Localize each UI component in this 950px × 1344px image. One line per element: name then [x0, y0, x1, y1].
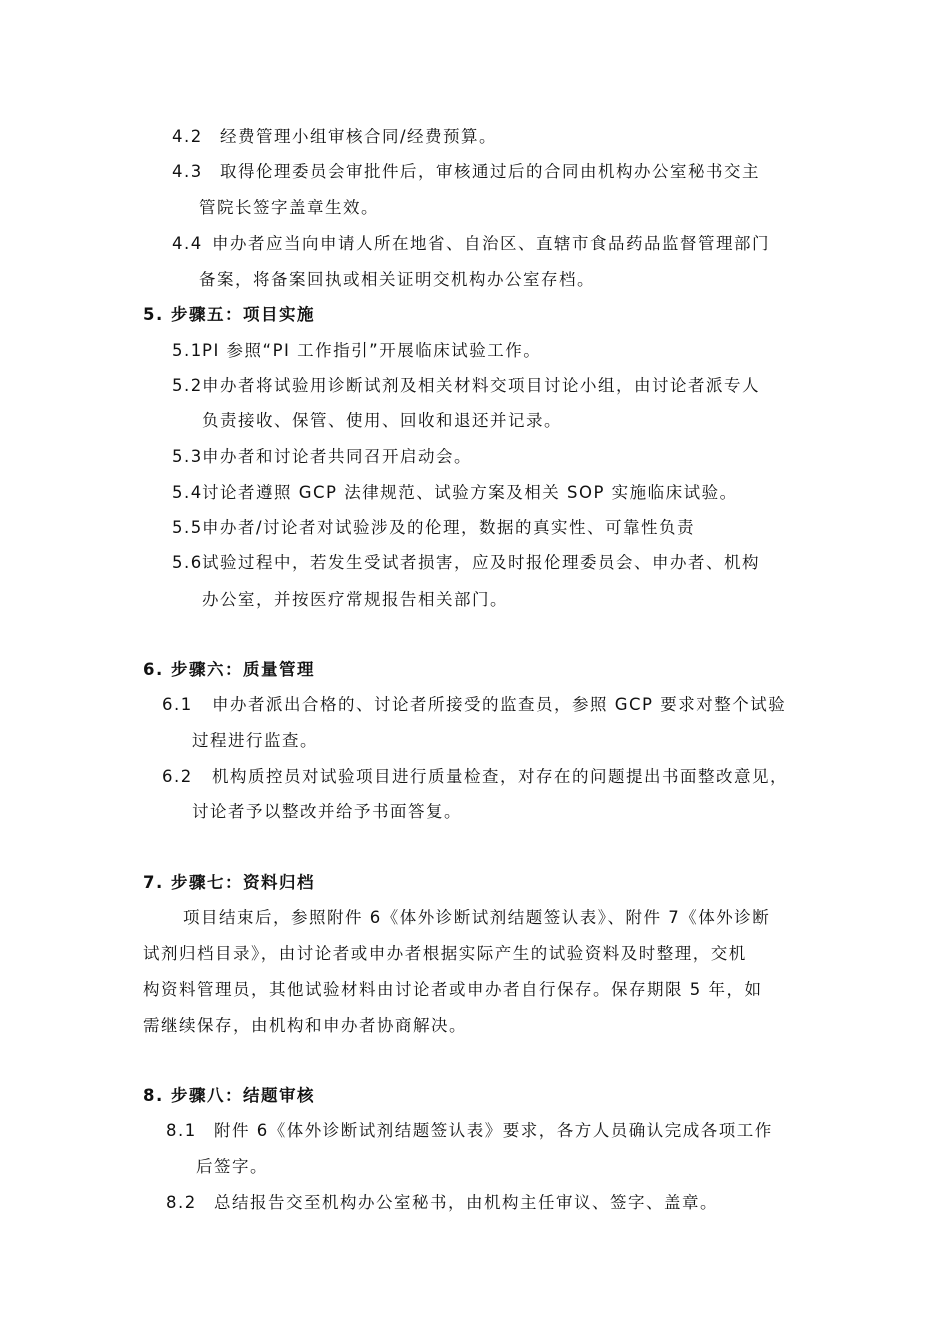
item-text: 取得伦理委员会审批件后，审核通过后的合同由机构办公室秘书交主: [220, 162, 760, 181]
paragraph-line: 项目结束后，参照附件 6《体外诊断试剂结题签认表》、附件 7《体外诊断: [183, 908, 771, 927]
item-5-2-continuation: 负责接收、保管、使用、回收和退还并记录。: [202, 411, 562, 430]
item-5-6: [172, 553, 760, 573]
item-number: 4.3: [172, 162, 203, 181]
item-text: 申办者和讨论者共同召开启动会。: [202, 447, 472, 466]
item-4-4-continuation: 备案，将备案回执或相关证明交机构办公室存档。: [199, 270, 595, 289]
item-8-1: [166, 1121, 773, 1141]
item-number: 5.3: [172, 447, 203, 466]
item-5-3: [172, 447, 472, 467]
item-number: 5.5: [172, 518, 203, 537]
paragraph-line: 构资料管理员，其他试验材料由讨论者或申办者自行保存。保存期限 5 年，如: [143, 980, 763, 999]
section-8-heading: 8. 步骤八：结题审核: [143, 1086, 315, 1105]
section-5-heading: 5. 步骤五：项目实施: [143, 305, 315, 324]
item-text: 申办者将试验用诊断试剂及相关材料交项目讨论小组，由讨论者派专人: [202, 376, 760, 395]
section-6-heading: 6. 步骤六：质量管理: [143, 660, 315, 679]
item-text: 机构质控员对试验项目进行质量检查，对存在的问题提出书面整改意见，: [212, 767, 788, 786]
item-number: 5.1: [172, 341, 203, 360]
item-number: 8.2: [166, 1193, 197, 1212]
paragraph-line: 需继续保存，由机构和申办者协商解决。: [143, 1016, 467, 1035]
item-6-2: [162, 767, 788, 787]
item-5-1: [172, 341, 541, 361]
item-text: 讨论者遵照 GCP 法律规范、试验方案及相关 SOP 实施临床试验。: [202, 483, 738, 502]
item-6-1: [162, 695, 786, 715]
item-number: 5.4: [172, 483, 203, 502]
item-6-1-continuation: 过程进行监查。: [192, 731, 318, 750]
item-number: 4.4: [172, 234, 203, 253]
item-number: 8.1: [166, 1121, 197, 1140]
item-8-1-continuation: 后签字。: [196, 1157, 268, 1176]
item-5-5: [172, 518, 695, 538]
item-8-2: [166, 1193, 718, 1213]
item-6-2-continuation: 讨论者予以整改并给予书面答复。: [192, 802, 462, 821]
item-number: 6.1: [162, 695, 193, 714]
item-text: 申办者应当向申请人所在地省、自治区、直辖市食品药品监督管理部门: [212, 234, 770, 253]
item-number: 4.2: [172, 127, 203, 146]
item-5-4: [172, 483, 738, 503]
item-text: 申办者派出合格的、讨论者所接受的监查员，参照 GCP 要求对整个试验: [212, 695, 787, 714]
section-7-heading: 7. 步骤七：资料归档: [143, 873, 315, 892]
item-4-2: [172, 127, 497, 147]
item-text: 总结报告交至机构办公室秘书，由机构主任审议、签字、盖章。: [214, 1193, 718, 1212]
paragraph-line: 试剂归档目录》，由讨论者或申办者根据实际产生的试验资料及时整理，交机: [143, 944, 747, 963]
item-number: 5.2: [172, 376, 203, 395]
item-text: 试验过程中，若发生受试者损害，应及时报伦理委员会、申办者、机构: [202, 553, 760, 572]
item-4-4: [172, 234, 770, 254]
item-text: 经费管理小组审核合同/经费预算。: [220, 127, 498, 146]
item-text: 申办者/讨论者对试验涉及的伦理，数据的真实性、可靠性负责: [202, 518, 696, 537]
item-4-3: [172, 162, 760, 182]
item-number: 6.2: [162, 767, 193, 786]
item-number: 5.6: [172, 553, 203, 572]
item-text: PI 参照“PI 工作指引”开展临床试验工作。: [202, 341, 542, 360]
item-text: 附件 6《体外诊断试剂结题签认表》要求，各方人员确认完成各项工作: [214, 1121, 773, 1140]
item-5-6-continuation: 办公室，并按医疗常规报告相关部门。: [202, 590, 508, 609]
item-5-2: [172, 376, 760, 396]
item-4-3-continuation: 管院长签字盖章生效。: [199, 198, 379, 217]
